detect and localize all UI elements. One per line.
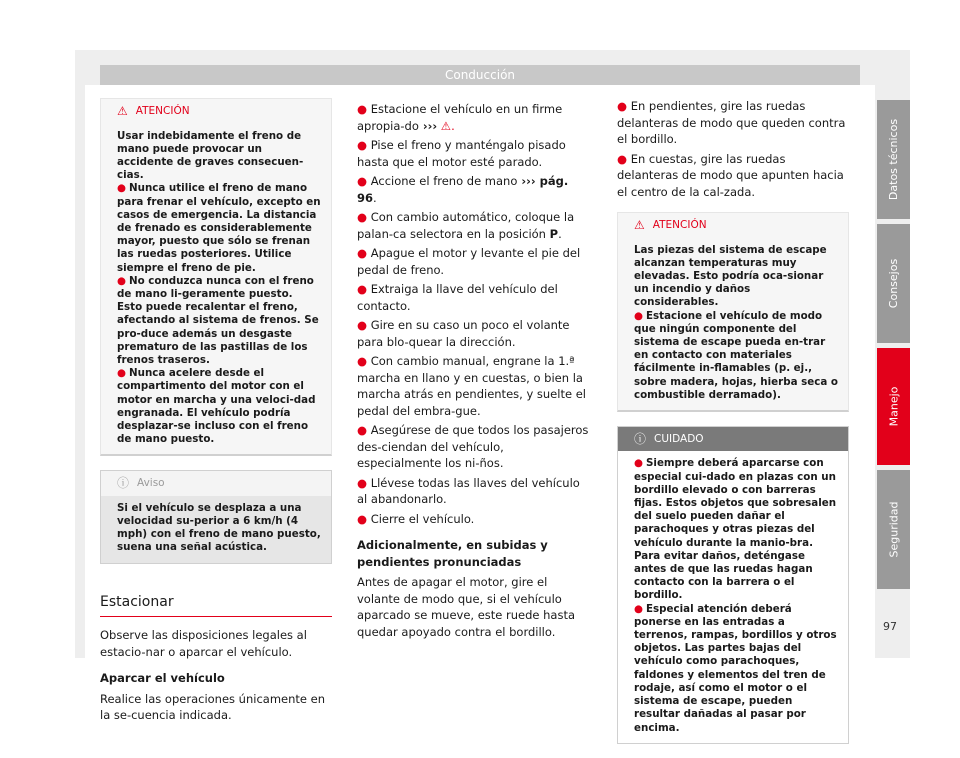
bullet-icon: ● xyxy=(617,99,628,113)
attention-box-header xyxy=(618,213,848,238)
cross-reference[interactable]: ››› xyxy=(418,118,438,133)
subheading: Adicionalmente, en subidas y pendientes pronunciadas xyxy=(357,538,548,569)
info-icon: ⓘ xyxy=(117,476,130,491)
bullet-icon: ● xyxy=(357,102,368,116)
bullet-icon: ● xyxy=(357,174,368,188)
bullet-icon: ● xyxy=(357,138,368,152)
caution-bullet xyxy=(634,603,838,735)
column-1 xyxy=(100,98,332,724)
attention-bullet xyxy=(117,182,321,274)
notice-text: Si el vehículo se desplaza a una velocidad su-perior a 6 km/h (4 mph) con el freno de mano puesto, suena una señal acústica. xyxy=(117,501,321,554)
list-item xyxy=(357,101,589,134)
attention-bullet-text: No conduzca nunca con el freno de mano li-geramente puesto. Esto puede recalentar el freno, afectando al sistema de frenos. Se pro-duce además un desgaste prematuro de las pastillas de los frenos traseros. xyxy=(117,274,319,366)
subheading: Aparcar el vehículo xyxy=(100,671,225,686)
column-3 xyxy=(617,98,849,758)
attention-bullet xyxy=(117,367,321,446)
attention-bullet-text: Nunca acelere desde el compartimento del motor con el motor en marcha y una veloci-dad engranada. El vehículo podría desplazar-se incluso con el freno de mano puesto. xyxy=(117,367,316,446)
attention-box-exhaust xyxy=(617,212,849,412)
punctuation: . xyxy=(373,190,377,205)
caution-box xyxy=(617,426,849,744)
tab-datos-tecnicos[interactable] xyxy=(877,100,910,219)
tab-manejo[interactable] xyxy=(877,348,910,465)
list-item-text: Extraiga la llave del vehículo del contacto. xyxy=(357,282,558,313)
list-item-text: En cuestas, gire las ruedas delanteras de modo que apunten hacia el centro de la cal-zada. xyxy=(617,151,844,199)
list-item xyxy=(357,245,589,278)
tab-seguridad[interactable] xyxy=(877,470,910,589)
list-item xyxy=(357,511,589,528)
tab-label: Manejo xyxy=(887,386,901,427)
chapter-header xyxy=(100,65,860,85)
bullet-icon: ● xyxy=(357,475,368,490)
bullet-icon: ● xyxy=(357,282,368,296)
caution-box-body xyxy=(618,451,848,742)
tab-consejos[interactable] xyxy=(877,224,910,343)
attention-box-body xyxy=(101,124,331,455)
list-item xyxy=(357,173,589,206)
list-item-text: Estacione el vehículo en un firme apropia-do xyxy=(357,102,563,133)
notice-box-header xyxy=(101,471,331,496)
section-title: Estacionar xyxy=(100,594,332,618)
notice-label: Aviso xyxy=(137,477,165,490)
list-item-text: Con cambio automático, coloque la palan-ca selectora en la posición xyxy=(357,210,575,241)
page-number: 97 xyxy=(883,620,897,633)
attention-box-header xyxy=(101,99,331,124)
bullet-icon: ● xyxy=(357,318,368,332)
caution-label: CUIDADO xyxy=(654,432,704,445)
bullet-icon: ● xyxy=(117,182,126,195)
punctuation: . xyxy=(558,226,562,241)
bullet-icon: ● xyxy=(634,602,643,615)
caution-bullet-text: Siempre deberá aparcarse con especial cui-dado en plazas con un bordillo elevado o con barreras fijas. Estos objetos que sobresalen del suelo pueden dañar el parachoques y otras piezas del vehículo durante la manio-bra. Para evitar daños, deténgase antes de que las ruedas hagan contacto con la barrera o el bordillo. xyxy=(634,457,837,602)
notice-box-body xyxy=(101,496,331,563)
attention-bullet-text: Nunca utilice el freno de mano para frenar el vehículo, excepto en casos de emergencia. La distancia de frenado es considerablemente mayor, puesto que sólo se frenan las ruedas posteriores. Utilice siempre el freno de pie. xyxy=(117,182,321,274)
bullet-icon: ● xyxy=(617,151,628,166)
tab-label: Consejos xyxy=(887,258,900,309)
attention-bullet xyxy=(634,310,838,402)
chapter-title: Conducción xyxy=(444,68,516,82)
caution-bullet-text: Especial atención deberá ponerse en las entradas a terrenos, rampas, bordillos y otros objetos. Las partes bajas del vehículo como parachoques, faldones y elementos del tren de rodaje, así como el motor o el sistema de escape, pueden resultar dañadas al pasar por encima. xyxy=(634,602,837,734)
paragraph: Antes de apagar el motor, gire el volante de modo que, si el vehículo aparcado se mueve, este ruede hasta quedar apoyado contra el bordillo. xyxy=(357,575,576,639)
column-2 xyxy=(357,98,589,640)
warning-triangle-icon: ⚠ xyxy=(117,104,128,118)
bullet-icon: ● xyxy=(357,246,368,260)
bullet-icon: ● xyxy=(357,423,368,437)
list-item-text: Pise el freno y manténgalo pisado hasta que el motor esté parado. xyxy=(357,138,566,169)
gear-position: P xyxy=(549,226,559,241)
exclamation-circle-icon: ⓘ xyxy=(634,431,647,446)
list-item xyxy=(357,317,589,350)
attention-intro: Usar indebidamente el freno de mano puede provocar un accidente de graves consecuen-cias. xyxy=(117,129,304,182)
caution-bullet xyxy=(634,457,838,602)
list-item-text: Gire en su caso un poco el volante para blo-quear la dirección. xyxy=(357,318,570,349)
bullet-icon: ● xyxy=(357,511,368,526)
caution-box-header xyxy=(618,427,848,452)
attention-box-body xyxy=(618,238,848,410)
list-item-text: Llévese todas las llaves del vehículo al abandonarlo. xyxy=(357,475,580,506)
bullet-icon: ● xyxy=(117,274,126,287)
tab-label: Seguridad xyxy=(887,501,900,558)
paragraph: Observe las disposiciones legales al estacio-nar o aparcar el vehículo. xyxy=(100,628,307,659)
list-item-text: Con cambio manual, engrane la 1.ª marcha en llano y en cuestas, o bien la marcha atrás en pendientes, y suelte el pedal del embra-gue. xyxy=(357,354,586,418)
bullet-icon: ● xyxy=(357,354,368,368)
page-reference-link[interactable]: ››› pág. 96 xyxy=(357,174,569,205)
tab-label: Datos técnicos xyxy=(887,118,900,201)
list-item xyxy=(357,209,589,242)
attention-bullet-text: Estacione el vehículo de modo que ningún componente del sistema de escape pueda en-trar en contacto con materiales fácilmente in-flamables (p. ej., sobre madera, hojas, hierba seca o combustible derramado). xyxy=(634,309,838,401)
list-item-text: Cierre el vehículo. xyxy=(370,511,475,526)
list-item xyxy=(617,151,849,201)
list-item xyxy=(617,98,849,148)
warning-triangle-icon: ⚠ xyxy=(634,218,645,232)
list-item-text: Accione el freno de mano xyxy=(370,174,518,188)
list-item-text: En pendientes, gire las ruedas delanteras de modo que queden contra el bordillo. xyxy=(617,99,846,146)
attention-intro: Las piezas del sistema de escape alcanzan temperaturas muy elevadas. Esto podría oca-sionar un incendio y daños considerables. xyxy=(634,243,827,309)
list-item xyxy=(357,137,589,170)
attention-label: ATENCIÓN xyxy=(652,219,707,231)
list-item xyxy=(357,281,589,314)
bullet-icon: ● xyxy=(117,367,126,380)
list-item-text: Asegúrese de que todos los pasajeros des-ciendan del vehículo, especialmente los ni-ños. xyxy=(357,423,589,470)
paragraph: Realice las operaciones únicamente en la se-cuencia indicada. xyxy=(100,691,325,723)
bullet-icon: ● xyxy=(634,309,643,322)
attention-bullet xyxy=(117,275,321,367)
attention-label: ATENCIÓN xyxy=(135,105,190,117)
list-item xyxy=(357,475,589,508)
list-item xyxy=(357,422,589,472)
notice-box xyxy=(100,470,332,563)
bullet-icon: ● xyxy=(634,457,643,470)
bullet-icon: ● xyxy=(357,210,368,224)
warning-triangle-icon: ⚠. xyxy=(437,118,455,133)
attention-box-parking-brake xyxy=(100,98,332,456)
list-item-text: Apague el motor y levante el pie del pedal de freno. xyxy=(357,246,581,277)
list-item xyxy=(357,353,589,419)
